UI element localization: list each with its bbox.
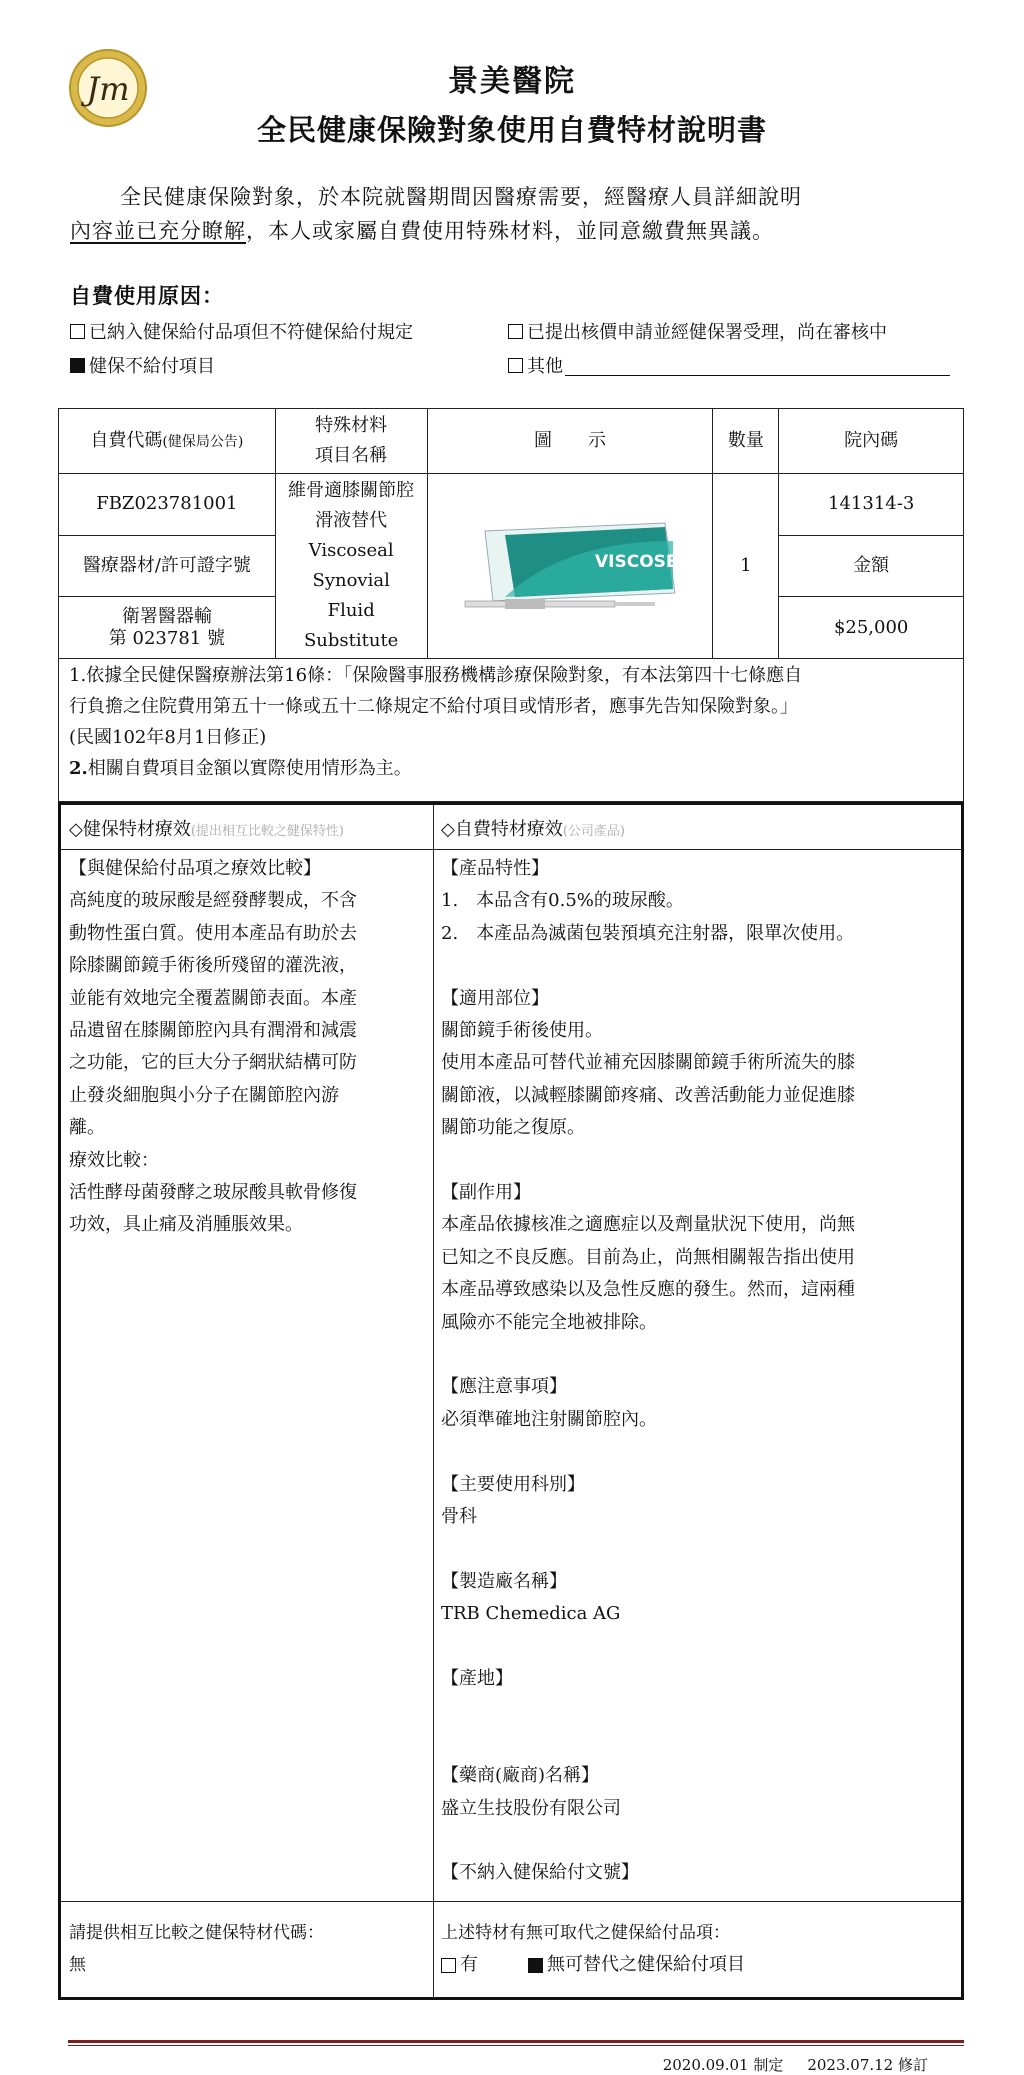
reason-option-label: 已納入健保給付品項但不符健保給付規定 bbox=[89, 322, 413, 343]
efficacy-line: 使用本產品可替代並補充因膝關節鏡手術所流失的膝 bbox=[441, 1052, 855, 1074]
license-label: 醫療器材/許可證字號 bbox=[59, 535, 276, 597]
efficacy-line: 本產品依據核准之適應症以及劑量狀況下使用，尚無 bbox=[441, 1214, 855, 1236]
revised-date: 2023.07.12 修訂 bbox=[807, 2056, 928, 2074]
efficacy-line: 功效，具止痛及消腫脹效果。 bbox=[69, 1214, 303, 1236]
intro-line1: 全民健康保險對象，於本院就醫期間因醫療需要，經醫療人員詳細說明 bbox=[120, 185, 802, 209]
efficacy-line bbox=[441, 1728, 961, 1760]
footer-divider-thin bbox=[68, 2045, 964, 2046]
efficacy-line: 離。 bbox=[69, 1117, 105, 1139]
amount-value: $25,000 bbox=[779, 597, 964, 659]
material-table bbox=[58, 408, 964, 659]
reason-option-2[interactable] bbox=[508, 318, 887, 344]
checkbox-icon[interactable] bbox=[508, 324, 523, 339]
efficacy-line bbox=[441, 1631, 961, 1663]
note-1-line: (民國102年8月1日修正) bbox=[69, 727, 267, 748]
checkbox-icon[interactable] bbox=[70, 324, 85, 339]
footer-dates bbox=[663, 2054, 928, 2075]
reason-option-3[interactable] bbox=[70, 352, 215, 378]
product-brand: VISCOSEAL bbox=[595, 552, 695, 572]
efficacy-line: 2. 本產品為滅菌包裝預填充注射器，限單次使用。 bbox=[441, 922, 855, 944]
efficacy-line: 【製造廠名稱】 bbox=[441, 1570, 567, 1592]
compare-code-value: 無 bbox=[69, 1955, 86, 1975]
efficacy-line: 【主要使用科別】 bbox=[441, 1473, 585, 1495]
efficacy-line: 【適用部位】 bbox=[441, 987, 549, 1009]
reason-option-4[interactable] bbox=[508, 352, 950, 378]
left-efficacy-text bbox=[69, 853, 429, 1242]
note-1-line: 行負擔之住院費用第五十一條或五十二條規定不給付項目或情形者，應事先告知保險對象。」 bbox=[69, 696, 798, 717]
efficacy-line: 【產品特性】 bbox=[441, 858, 549, 879]
efficacy-line: 盛立生技股份有限公司 bbox=[441, 1797, 621, 1819]
efficacy-line: 並能有效地完全覆蓋關節表面。本產 bbox=[69, 987, 357, 1009]
header-code: 自費代碼(健保局公告) bbox=[59, 409, 276, 474]
checkbox-icon[interactable] bbox=[508, 358, 523, 373]
substitute-section bbox=[441, 1917, 745, 1981]
efficacy-line bbox=[441, 1145, 961, 1177]
efficacy-line: 關節液，以減輕膝關節疼痛、改善活動能力並促進膝 bbox=[441, 1084, 855, 1106]
intro-paragraph bbox=[70, 180, 960, 248]
efficacy-line: 【產地】 bbox=[441, 1668, 513, 1690]
footer-divider bbox=[68, 2040, 964, 2043]
efficacy-line: 本產品導致感染以及急性反應的發生。然而，這兩種 bbox=[441, 1279, 855, 1301]
option-yes[interactable]: 有 bbox=[441, 1949, 478, 1981]
other-blank-line[interactable] bbox=[565, 355, 950, 376]
efficacy-line: 風險亦不能完全地被排除。 bbox=[441, 1311, 657, 1333]
efficacy-line: 高純度的玻尿酸是經發酵製成，不含 bbox=[69, 890, 357, 912]
efficacy-line: 【與健保給付品項之療效比較】 bbox=[69, 858, 321, 879]
efficacy-line: 活性酵母菌發酵之玻尿酸具軟骨修復 bbox=[69, 1182, 357, 1204]
reason-option-1[interactable] bbox=[70, 318, 413, 344]
efficacy-line: 療效比較： bbox=[69, 1149, 159, 1171]
efficacy-line: 之功能，它的巨大分子網狀結構可防 bbox=[69, 1052, 357, 1074]
document-title: 全民健康保險對象使用自費特材說明書 bbox=[256, 113, 767, 147]
product-image bbox=[445, 501, 695, 621]
efficacy-line bbox=[441, 950, 961, 982]
efficacy-line: 骨科 bbox=[441, 1506, 477, 1528]
qty-value: 1 bbox=[713, 474, 779, 659]
efficacy-line: 動物性蛋白質。使用本產品有助於去 bbox=[69, 922, 357, 944]
checkbox-checked-icon[interactable] bbox=[70, 358, 85, 373]
compare-code-section bbox=[69, 1917, 324, 1981]
efficacy-line bbox=[441, 1695, 961, 1727]
material-name: 維骨適膝關節腔 滑液替代 Viscoseal Synovial Fluid Substitute bbox=[275, 474, 427, 659]
compare-code-label: 請提供相互比較之健保特材代碼： bbox=[69, 1923, 324, 1943]
efficacy-line bbox=[441, 1436, 961, 1468]
right-header: ◇自費特材療效(公司產品) bbox=[441, 819, 625, 840]
reason-option-label: 其他 bbox=[527, 356, 563, 377]
efficacy-line bbox=[441, 1825, 961, 1857]
efficacy-line: 【不納入健保給付文號】 bbox=[441, 1862, 639, 1884]
note-1-line: 1.依據全民健保醫療辦法第16條：「保險醫事服務機構診療保險對象，有本法第四十七條應自 bbox=[69, 665, 803, 686]
efficacy-line: 品遺留在膝關節腔內具有潤滑和減震 bbox=[69, 1020, 357, 1042]
amount-label: 金額 bbox=[779, 535, 964, 597]
efficacy-line: 關節鏡手術後使用。 bbox=[441, 1020, 603, 1042]
notes-box bbox=[58, 654, 964, 802]
efficacy-line: 除膝關節鏡手術後所殘留的灌洗液， bbox=[69, 955, 357, 977]
efficacy-box bbox=[58, 802, 964, 2000]
hospital-code-value: 141314-3 bbox=[779, 474, 964, 536]
option-no[interactable]: 無可替代之健保給付項目 bbox=[528, 1949, 745, 1981]
right-efficacy-text bbox=[441, 853, 961, 1890]
intro-underlined: 內容並已充分瞭解 bbox=[70, 219, 246, 243]
substitute-label: 上述特材有無可取代之健保給付品項： bbox=[441, 1923, 730, 1943]
efficacy-line: 止發炎細胞與小分子在關節腔內游 bbox=[69, 1084, 339, 1106]
header-qty: 數量 bbox=[713, 409, 779, 474]
efficacy-line: 關節功能之復原。 bbox=[441, 1117, 585, 1139]
reason-title: 自費使用原因： bbox=[70, 283, 224, 308]
efficacy-line: 必須準確地注射關節腔內。 bbox=[441, 1408, 657, 1430]
efficacy-line bbox=[441, 1339, 961, 1371]
hospital-name: 景美醫院 bbox=[448, 64, 576, 99]
checkbox-checked-icon[interactable] bbox=[528, 1958, 543, 1973]
efficacy-line: 1. 本品含有0.5%的玻尿酸。 bbox=[441, 890, 684, 912]
intro-line2: ，本人或家屬自費使用特殊材料，並同意繳費無異議。 bbox=[246, 219, 774, 243]
made-date: 2020.09.01 制定 bbox=[662, 2056, 784, 2074]
product-image-cell bbox=[427, 474, 713, 659]
efficacy-line bbox=[441, 1533, 961, 1565]
note-2: 2.相關自費項目金額以實際使用情形為主。 bbox=[69, 758, 412, 779]
reason-option-label: 健保不給付項目 bbox=[89, 356, 215, 377]
checkbox-icon[interactable] bbox=[441, 1958, 456, 1973]
efficacy-line: 【藥商(廠商)名稱】 bbox=[441, 1765, 600, 1787]
efficacy-line: 已知之不良反應。目前為止，尚無相關報告指出使用 bbox=[441, 1246, 855, 1268]
left-header: ◇健保特材療效(提出相互比較之健保特性) bbox=[69, 819, 344, 840]
header-hospital-code: 院內碼 bbox=[779, 409, 964, 474]
efficacy-line: TRB Chemedica AG bbox=[441, 1603, 621, 1625]
code-value: FBZ023781001 bbox=[59, 474, 276, 536]
header-name: 特殊材料 項目名稱 bbox=[275, 409, 427, 474]
header-image: 圖 示 bbox=[427, 409, 713, 474]
reason-option-label: 已提出核價申請並經健保署受理，尚在審核中 bbox=[527, 322, 887, 343]
logo-text: Jm bbox=[86, 70, 130, 108]
license-value: 衛署醫器輸 第 023781 號 bbox=[59, 597, 276, 659]
efficacy-line: 【副作用】 bbox=[441, 1182, 531, 1204]
efficacy-line: 【應注意事項】 bbox=[441, 1376, 567, 1398]
